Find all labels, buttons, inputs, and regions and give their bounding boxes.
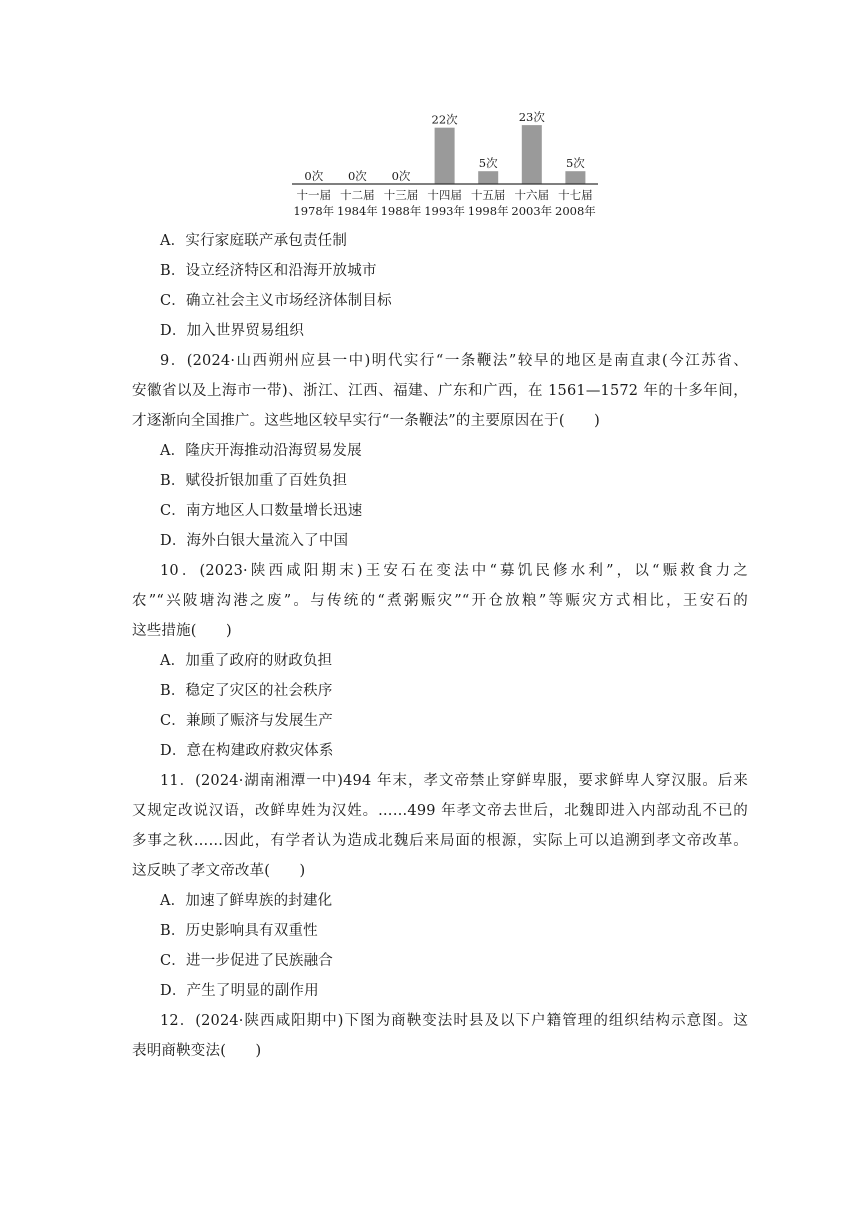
question-content (120, 226, 748, 1066)
question-12 (120, 1006, 748, 1066)
party-congress-bar-chart (284, 96, 604, 224)
bar-5 (522, 125, 542, 184)
q9-option-A: A．隆庆开海推动沿海贸易发展 (160, 443, 362, 459)
category-session-label-2: 十三届 (383, 188, 419, 202)
q8-option-A: A．实行家庭联产承包责任制 (160, 233, 348, 249)
q11-option-D: D．产生了明显的副作用 (160, 983, 319, 999)
q11-stem-line: 11．(2024·湖南湘潭一中)494 年末，孝文帝禁止穿鲜卑服，要求鲜卑人穿汉服。后来 (160, 773, 748, 789)
chart-bars (435, 125, 586, 184)
bar-value-label-2: 0次 (391, 169, 411, 183)
category-session-label-1: 十二届 (340, 188, 375, 202)
q9-option-C: C．南方地区人口数量增长迅速 (160, 503, 363, 519)
bar-3 (435, 128, 455, 184)
category-year-label-0: 1978年 (293, 204, 335, 218)
q10-stem-line: 10．(2023·陕西咸阳期末)王安石在变法中“募饥民修水利”，以“赈救食力之 (160, 563, 748, 579)
q11-option-C: C．进一步促进了民族融合 (160, 953, 333, 969)
q9-stem-line: 9．(2024·山西朔州应县一中)明代实行“一条鞭法”较早的地区是南直隶(今江苏省、 (160, 353, 748, 369)
category-year-label-3: 1993年 (424, 204, 465, 218)
bar-value-label-0: 0次 (304, 169, 324, 183)
q11-option-A: A．加速了鲜卑族的封建化 (160, 893, 333, 909)
question-10 (120, 556, 748, 766)
q10-option-B: B．稳定了灾区的社会秩序 (160, 683, 333, 699)
bar-value-label-1: 0次 (347, 169, 367, 183)
q11-option-B: B．历史影响具有双重性 (160, 923, 318, 939)
q11-stem-line: 又规定改说汉语，改鲜卑姓为汉姓。……499 年孝文帝去世后，北魏即进入内部动乱不已的 (132, 803, 748, 819)
category-year-label-1: 1984年 (337, 204, 378, 218)
question-8-options (120, 226, 748, 346)
q8-option-C: C．确立社会主义市场经济体制目标 (160, 293, 392, 309)
q10-stem-line: 这些措施( ) (132, 623, 232, 639)
q9-option-D: D．海外白银大量流入了中国 (160, 533, 349, 549)
q12-stem-line: 12．(2024·陕西咸阳期中)下图为商鞅变法时县及以下户籍管理的组织结构示意图。这 (160, 1013, 748, 1029)
q10-option-D: D．意在构建政府救灾体系 (160, 743, 334, 759)
category-year-label-5: 2003年 (511, 204, 553, 218)
q9-stem-line: 安徽省以及上海市一带)、浙江、江西、福建、广东和广西，在 1561—1572 年的十多年间， (132, 383, 748, 399)
bar-4 (478, 171, 498, 184)
q11-stem-line: 多事之秋……因此，有学者认为造成北魏后来局面的根源，实际上可以追溯到孝文帝改革。 (132, 833, 748, 849)
q10-stem-line: 农”“兴陂塘沟港之废”。与传统的“煮粥赈灾”“开仓放粮”等赈灾方式相比，王安石的 (132, 593, 748, 609)
q11-stem-line: 这反映了孝文帝改革( ) (132, 863, 306, 879)
bar-value-label-3: 22次 (431, 112, 458, 127)
q12-stem-line: 表明商鞅变法( ) (132, 1043, 262, 1059)
q10-option-A: A．加重了政府的财政负担 (160, 653, 333, 669)
category-year-label-6: 2008年 (555, 204, 596, 218)
bar-value-label-5: 23次 (518, 110, 545, 125)
question-11 (120, 766, 748, 1006)
category-session-label-6: 十七届 (558, 188, 593, 202)
category-year-label-4: 1998年 (467, 204, 509, 218)
bar-value-label-4: 5次 (478, 156, 498, 171)
chart-category-labels (293, 188, 596, 218)
category-year-label-2: 1988年 (380, 204, 422, 218)
bar-6 (565, 171, 585, 184)
q9-option-B: B．赋役折银加重了百姓负担 (160, 473, 348, 489)
category-session-label-3: 十四届 (427, 188, 462, 202)
category-session-label-0: 十一届 (296, 188, 332, 202)
q8-option-D: D．加入世界贸易组织 (160, 323, 305, 339)
category-session-label-5: 十六届 (514, 188, 550, 202)
q9-stem-line: 才逐渐向全国推广。这些地区较早实行“一条鞭法”的主要原因在于( ) (132, 413, 600, 429)
q10-option-C: C．兼顾了赈济与发展生产 (160, 713, 333, 729)
bar-value-label-6: 5次 (565, 156, 585, 171)
q8-option-B: B．设立经济特区和沿海开放城市 (160, 263, 377, 279)
category-session-label-4: 十五届 (470, 188, 506, 202)
question-9 (120, 346, 748, 556)
